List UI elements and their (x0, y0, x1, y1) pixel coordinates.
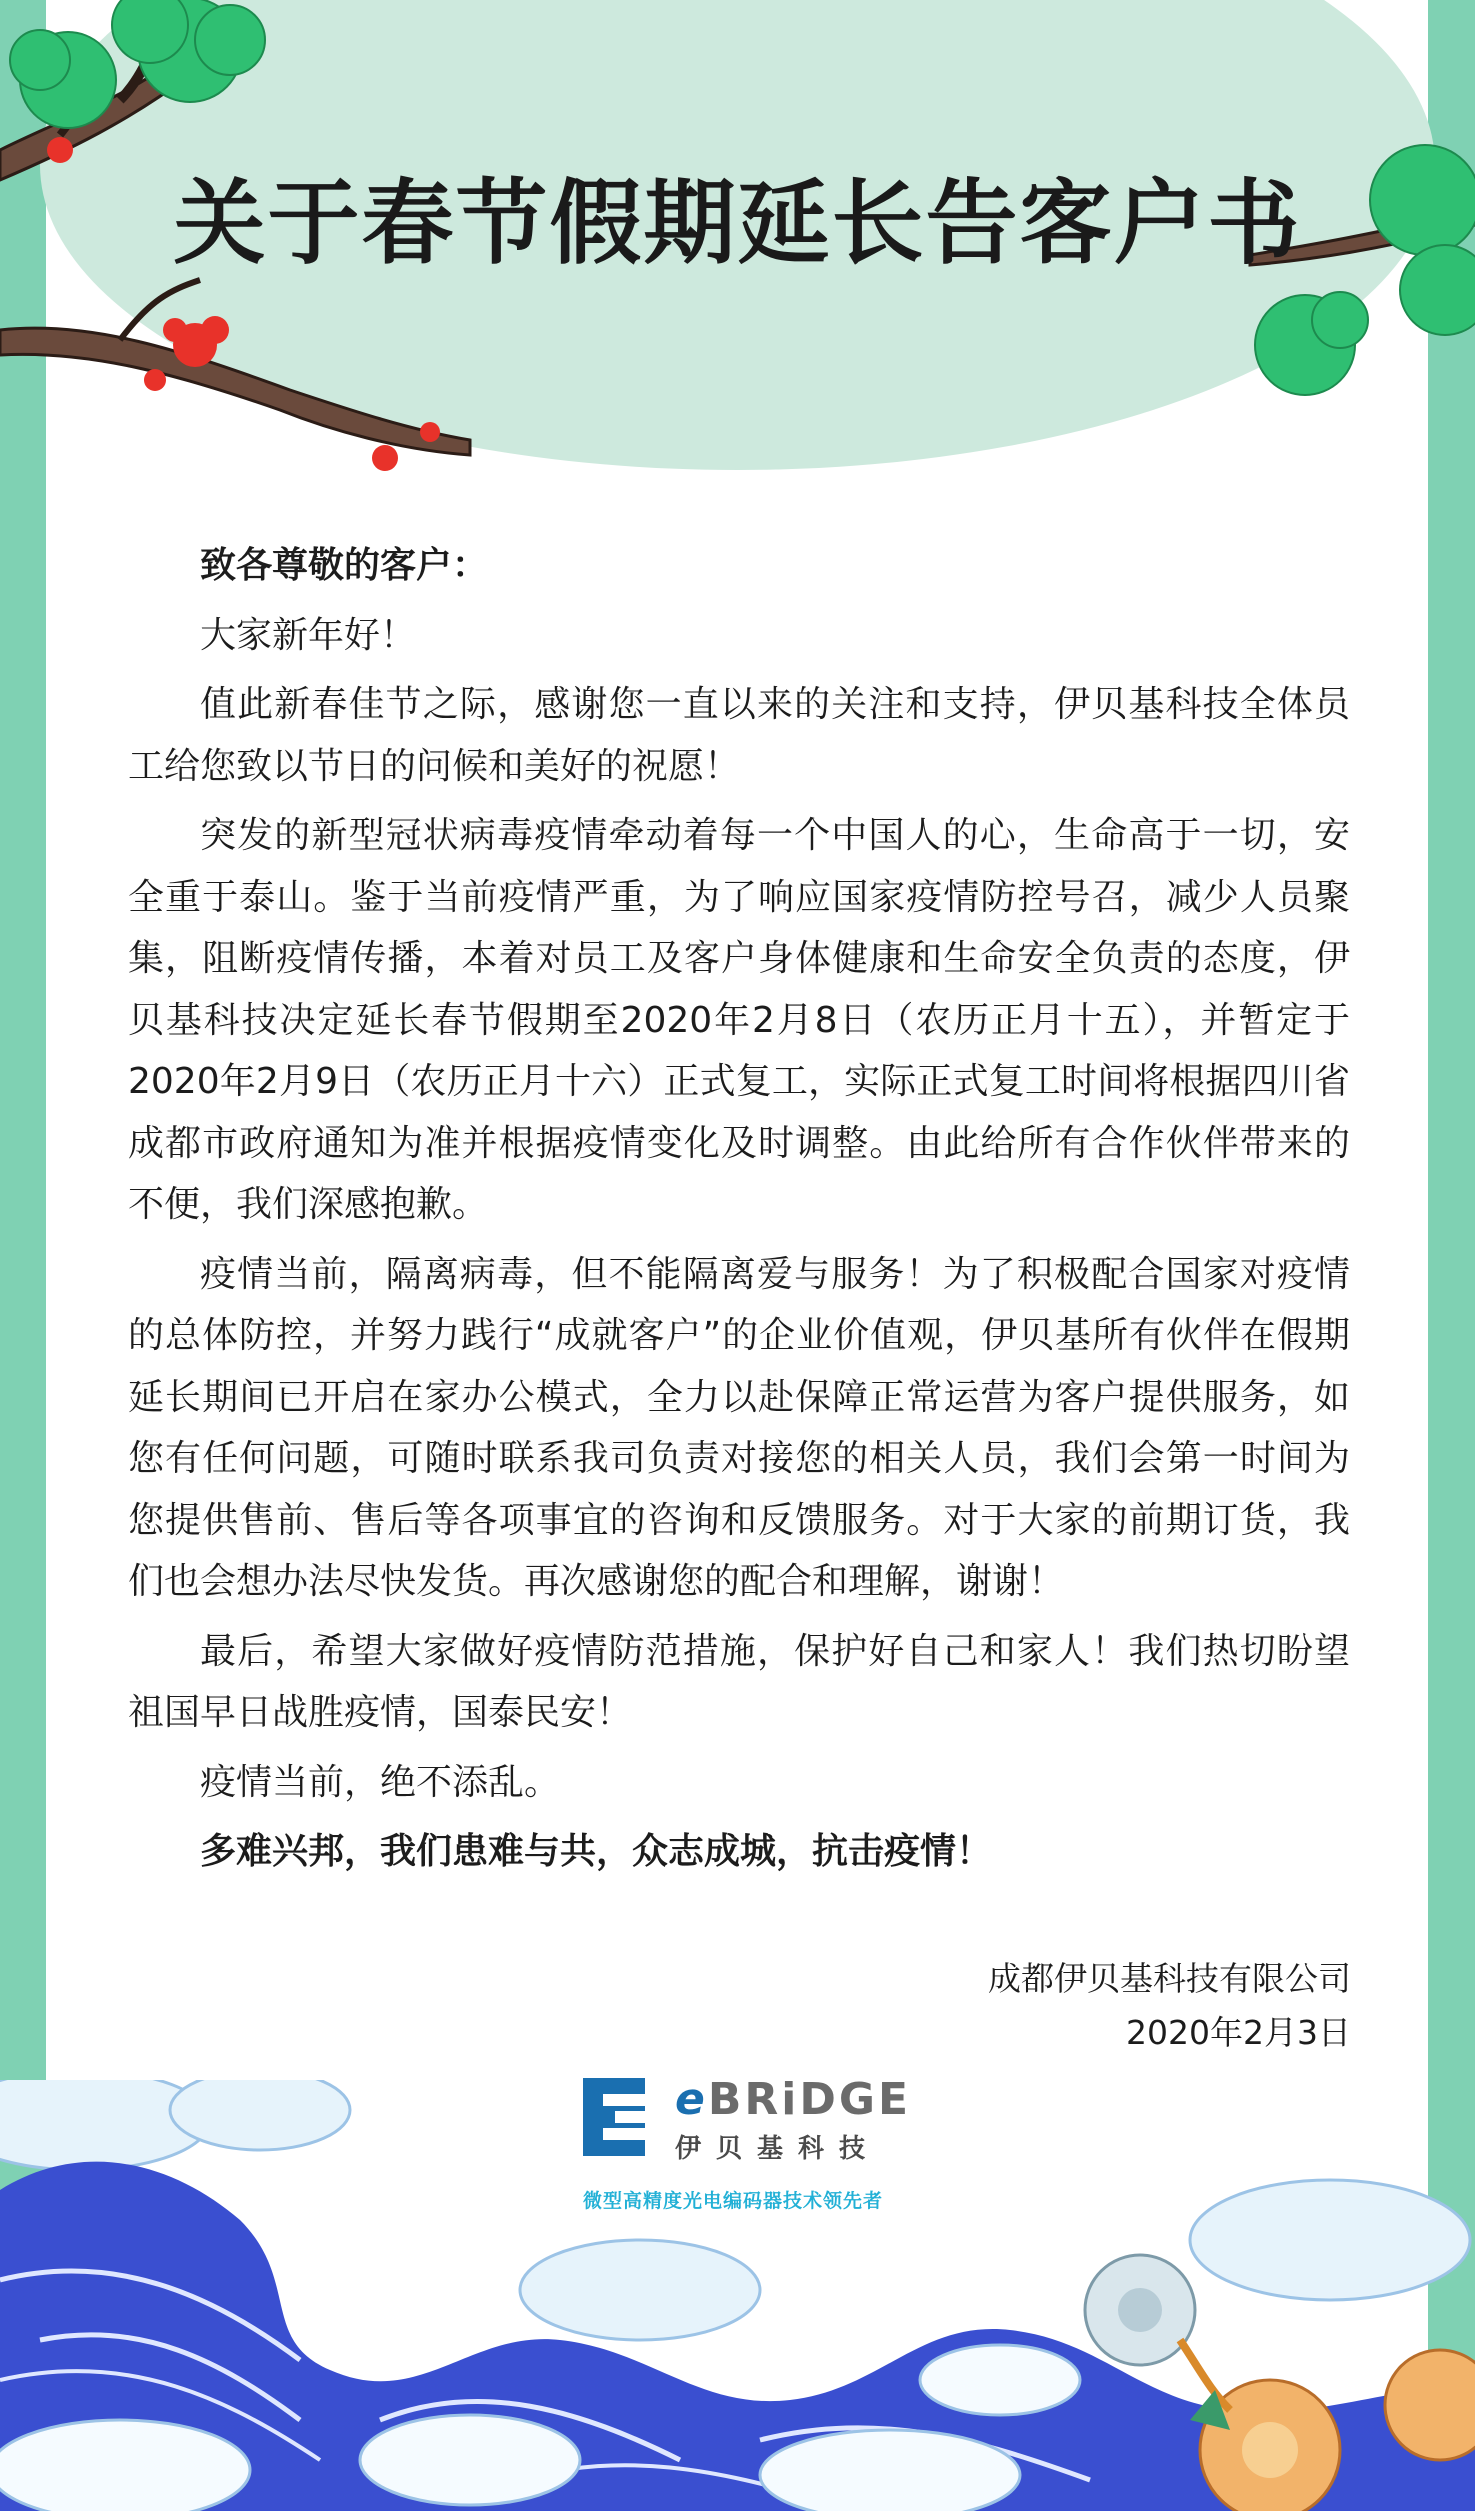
salutation: 致各尊敬的客户： (200, 545, 489, 586)
ebridge-logo (583, 2074, 913, 2218)
paragraph-service: 疫情当前，隔离病毒，但不能隔离爱与服务！为了积极配合国家对疫情的总体防控，并努力践行“成就客户”的企业价值观，伊贝基所有伙伴在假期延长期间已开启在家办公模式，全力以赴保障正常运营为客户提供服务，如您有任何问题，可随时联系我司负责对接您的相关人员，我们会第一时间为您提供售前、售后等各项事宜的咨询和反馈服务。对于大家的前期订货，我们也会想办法尽快发货。再次感谢您的配合和理解，谢谢！ (128, 1253, 1350, 1602)
paragraph-holiday-extension: 突发的新型冠状病毒疫情牵动着每一个中国人的心，生命高于一切，安全重于泰山。鉴于当前疫情严重，为了响应国家疫情防控号召，减少人员聚集，阻断疫情传播，本着对员工及客户身体健康和生命安全负责的态度，伊贝基科技决定延长春节假期至2020年2月8日（农历正月十五），并暂定于2020年2月9日（农历正月十六）正式复工，实际正式复工时间将根据四川省成都市政府通知为准并根据疫情变化及时调整。由此给所有合作伙伴带来的不便，我们深感抱歉。 (128, 815, 1350, 1225)
greeting: 大家新年好！ (200, 614, 417, 656)
slogan: 多难兴邦，我们患难与共，众志成城，抗击疫情！ (200, 1831, 993, 1872)
signature-date: 2020年2月3日 (1126, 2013, 1351, 2052)
closing-line: 疫情当前，绝不添乱。 (200, 1761, 561, 1803)
page-title: 关于春节假期延长告客户书 (173, 170, 1302, 277)
letter-body (128, 535, 1350, 1891)
logo-brand-name: eBRiDGE (675, 2074, 912, 2125)
logo-chinese-name: 伊贝基科技 (675, 2134, 881, 2164)
signature-company: 成都伊贝基科技有限公司 (988, 1959, 1351, 1998)
signature-block (988, 1952, 1351, 2060)
paragraph-wishes: 最后，希望大家做好疫情防范措施，保护好自己和家人！我们热切盼望祖国早日战胜疫情，国泰民安！ (128, 1630, 1350, 1733)
logo-tagline: 微型高精度光电编码器技术领先者 (583, 2190, 884, 2212)
paragraph-thanks: 值此新春佳节之际，感谢您一直以来的关注和支持，伊贝基科技全体员工给您致以节日的问候和美好的祝愿！ (128, 684, 1350, 787)
ebridge-mark-icon (583, 2078, 663, 2158)
